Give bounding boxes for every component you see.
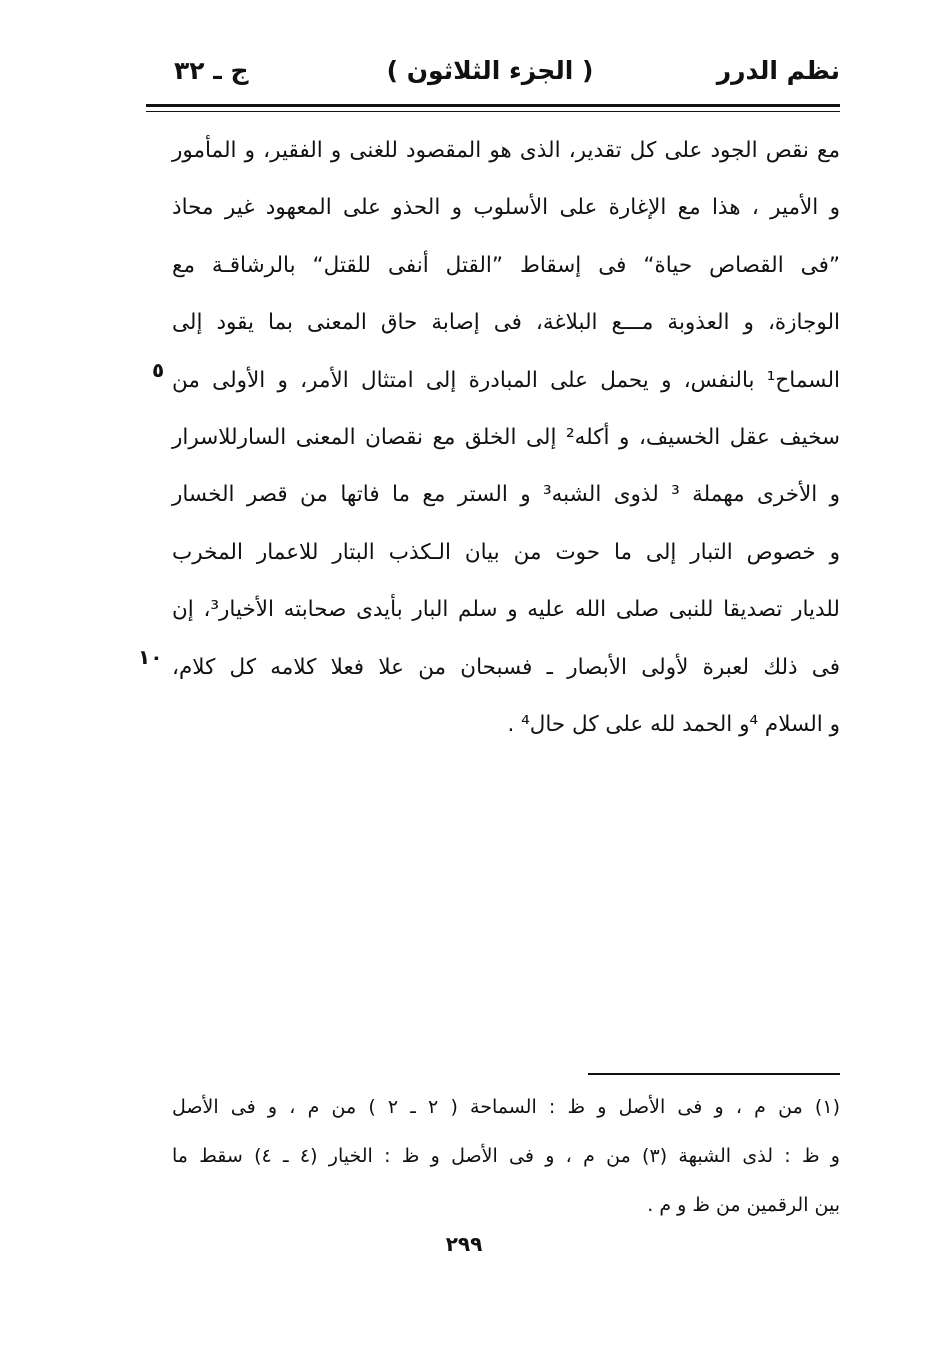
footnotes: [172, 1083, 840, 1230]
running-header: [140, 50, 840, 100]
text-line-9: للديار تصديقا للنبى صلى الله عليه و سلم البار بأيدى صحابته الأخيار³، إن: [172, 597, 840, 623]
text-line-1: مع نقص الجود على كل تقدير، الذى هو المقصود للغنى و الفقير، و المأمور: [172, 138, 840, 163]
page-number: ٢٩٩: [445, 1232, 483, 1256]
footnote-line-2: و ظ : لذى الشبهة (٣) من م ، و فى الأصل و ظ : الخيار (٤ ـ ٤) سقط ما: [172, 1145, 840, 1167]
text-line-4: الوجازة، و العذوبة مـــع البلاغة، فى إصابة حاق المعنى بما يقود إلى: [172, 310, 840, 336]
text-line-5: السماح¹ بالنفس، و يحمل على المبادرة إلى امتثال الأمر، و الأولى من: [172, 367, 840, 393]
part-label: ( الجزء الثلاثون ): [386, 56, 594, 85]
volume-label: ج ـ ٣٢: [174, 56, 249, 85]
text-line-2: و الأمير ، هذا مع الإغارة على الأسلوب و الحذو على المعهود غير محاذ: [172, 195, 840, 221]
header-rule-thin: [146, 111, 840, 112]
book-title: نظم الدرر: [716, 56, 840, 85]
text-line-11: و السلام ⁴و الحمد لله على كل حال⁴ .: [507, 711, 840, 737]
footnote-line-1: (١) من م ، و فى الأصل و ظ : السماحة ( ٢ ـ ٢ ) من م ، و فى الأصل: [172, 1096, 840, 1118]
main-text: [172, 122, 840, 753]
footnote-rule: [588, 1073, 840, 1075]
header-rule-thick: [146, 104, 840, 107]
text-line-10: فى ذلك لعبرة لأولى الأبصار ـ فسبحان من علا فعلا كلامه كل كلام،: [172, 654, 840, 680]
footnote-line-3: بين الرقمين من ظ و م .: [647, 1194, 840, 1216]
text-line-3: ”فى القصاص حياة“ فى إسقاط ”القتل أنفى للقتل“ بالرشاقـة مع: [172, 252, 840, 278]
text-line-6: سخيف عقل الخسيف، و أكله² إلى الخلق مع نقصان المعنى السارللاسرار: [172, 424, 840, 450]
margin-line-number-5: ٥: [152, 358, 165, 382]
text-line-8: و خصوص التبار إلى ما حوت من بيان الـكذب البتار للاعمار المخرب: [172, 539, 840, 565]
text-line-7: و الأخرى مهملة ³ لذوى الشبه³ و الستر مع ما فاتها من قصر الخسار: [172, 482, 840, 508]
margin-line-number-10: ١٠: [138, 645, 163, 669]
